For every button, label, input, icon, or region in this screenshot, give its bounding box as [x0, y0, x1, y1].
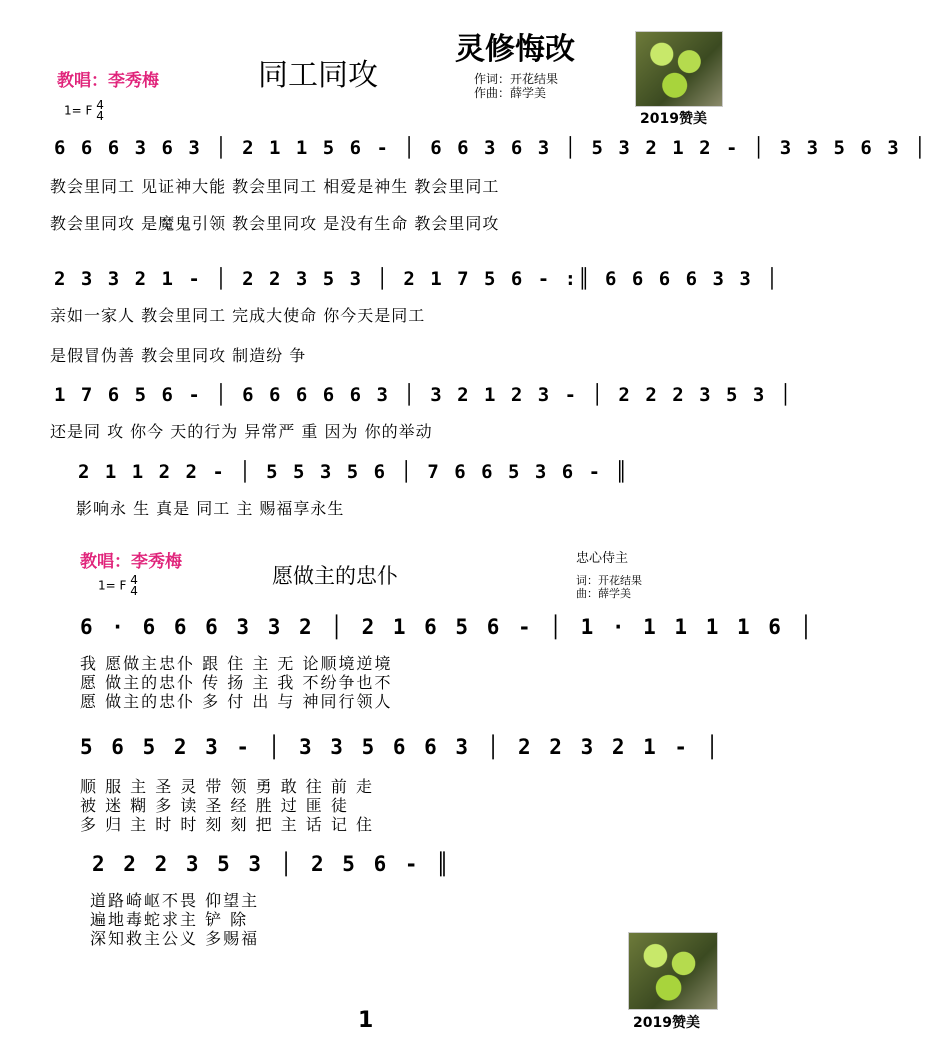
song1-headline: 灵修悔改: [455, 32, 575, 67]
song1-lyricist: 作词：开花结果: [474, 72, 559, 86]
time-signature: [130, 575, 138, 597]
fruit-photo: [628, 932, 718, 1010]
song2-line1-lyrics2: 愿 做主的忠仆 传 扬 主 我 不纷争也不: [80, 673, 393, 692]
song1-teacher: 教唱：李秀梅: [57, 71, 159, 91]
song2-line2-lyrics2: 被 迷 糊 多 读 圣 经 胜 过 匪 徒: [80, 796, 349, 815]
song2-line2-notes: 5 6 5 2 3 - │ 3 3 5 6 6 3 │ 2 2 3 2 1 - │: [80, 735, 722, 759]
key-signature: 1= F: [98, 578, 127, 593]
song2-line1-lyrics1: 我 愿做主忠仆 跟 住 主 无 论顺境逆境: [80, 654, 393, 673]
badge-text: 2019赞美: [640, 111, 707, 127]
song2-line1-notes: 6 · 6 6 6 3 3 2 │ 2 1 6 5 6 - │ 1 · 1 1 1 1 6 │: [80, 615, 816, 639]
time-bottom: 4: [96, 109, 104, 123]
song1-composer: 作曲：薛学美: [474, 86, 547, 100]
song2-line3-lyrics2: 遍地毒蛇求主 铲 除: [90, 910, 249, 929]
song2-lyricist: 词：开花结果: [576, 574, 642, 587]
song2-composer: 曲：薛学美: [576, 587, 631, 600]
song1-line4-lyrics1: 影响永 生 真是 同工 主 赐福享永生: [76, 499, 345, 518]
song1-line2-lyrics2: 是假冒伪善 教会里同攻 制造纷 争: [50, 346, 307, 365]
key-signature: 1= F: [64, 103, 93, 118]
song1-line4-notes: 2 1 1 2 2 - │ 5 5 3 5 6 │ 7 6 6 5 3 6 - ║: [78, 461, 629, 483]
song1-line1-lyrics1: 教会里同工 见证神大能 教会里同工 相爱是神生 教会里同工: [50, 177, 500, 196]
page-number: 1: [358, 1008, 374, 1033]
song2-subtitle: 忠心侍主: [576, 551, 629, 566]
song1-line3-lyrics1: 还是同 攻 你今 天的行为 异常严 重 因为 你的举动: [50, 422, 433, 441]
song2-line1-lyrics3: 愿 做主的忠仆 多 付 出 与 神同行领人: [80, 692, 393, 711]
song1-line1-notes: 6 6 6 3 6 3 │ 2 1 1 5 6 - │ 6 6 3 6 3 │ 5 3 2 1 2 - │ 3 3 5 6 3 │: [54, 137, 928, 159]
song1-title: 同工同攻: [258, 58, 378, 93]
song1-line2-notes: 2 3 3 2 1 - │ 2 2 3 5 3 │ 2 1 7 5 6 - :║ 6 6 6 6 3 3 │: [54, 268, 780, 290]
song1-line1-lyrics2: 教会里同攻 是魔鬼引领 教会里同攻 是没有生命 教会里同攻: [50, 214, 500, 233]
time-top: 4: [130, 573, 138, 587]
song1-line3-notes: 1 7 6 5 6 - │ 6 6 6 6 6 3 │ 3 2 1 2 3 - │ 2 2 2 3 5 3 │: [54, 384, 794, 406]
song2-line2-lyrics3: 多 归 主 时 时 刻 刻 把 主 话 记 住: [80, 815, 374, 834]
time-bottom: 4: [130, 584, 138, 598]
song2-line3-lyrics1: 道路崎岖不畏 仰望主: [90, 891, 260, 910]
song1-key: [64, 100, 104, 122]
time-top: 4: [96, 98, 104, 112]
song2-line2-lyrics1: 顺 服 主 圣 灵 带 领 勇 敢 往 前 走: [80, 777, 374, 796]
song2-line3-lyrics3: 深知救主公义 多赐福: [90, 929, 260, 948]
song2-key: [98, 575, 138, 597]
time-signature: [96, 100, 104, 122]
song2-teacher: 教唱：李秀梅: [80, 552, 182, 572]
badge-text: 2019赞美: [633, 1015, 700, 1031]
song2-line3-notes: 2 2 2 3 5 3 │ 2 5 6 - ║: [92, 852, 452, 876]
song1-line2-lyrics1: 亲如一家人 教会里同工 完成大使命 你今天是同工: [50, 306, 426, 325]
song2-title: 愿做主的忠仆: [272, 564, 398, 588]
fruit-photo: [635, 31, 723, 107]
